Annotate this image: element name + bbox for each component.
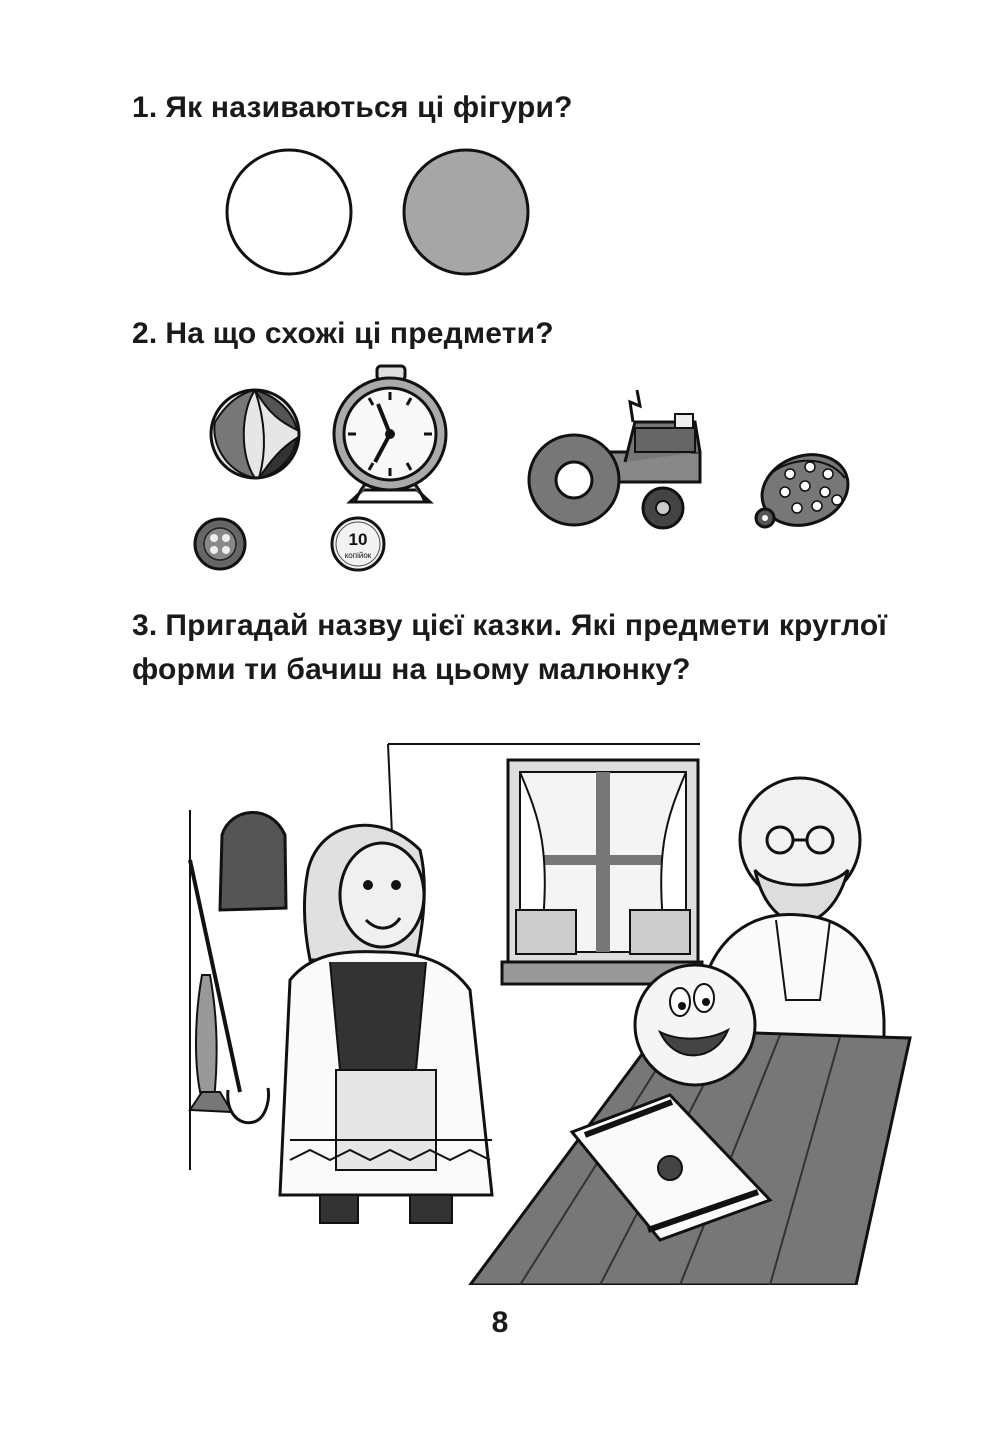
task3-line1: 3. Пригадай назву цієї казки. Які предмети круглої xyxy=(132,609,888,642)
coin-icon xyxy=(332,518,384,570)
task1-question xyxy=(132,86,573,130)
stove-opening xyxy=(220,812,286,910)
task2-question xyxy=(132,312,554,356)
task1-text: Як називаються ці фігури? xyxy=(165,91,573,124)
page-number: 8 xyxy=(491,1306,509,1339)
ball-icon xyxy=(211,390,299,478)
task3-question xyxy=(132,604,952,692)
task2-text: На що схожі ці предмети? xyxy=(165,317,554,350)
tractor-icon xyxy=(529,390,700,528)
window xyxy=(502,760,702,984)
task2-number: 2. xyxy=(132,317,158,350)
kolobok-illustration xyxy=(180,740,920,1285)
coin-value: 10 xyxy=(348,530,368,549)
task3-line2: форми ти бачиш на цьому малюнку? xyxy=(132,653,691,686)
task1-number: 1. xyxy=(132,91,158,124)
coin-label: копійок xyxy=(344,551,372,560)
ladybug-icon xyxy=(752,443,858,537)
grandmother-figure xyxy=(280,825,492,1223)
alarm-clock-icon xyxy=(334,366,446,502)
task1-shapes xyxy=(215,140,545,285)
button-icon xyxy=(195,519,245,569)
task2-objects xyxy=(185,362,875,582)
kolobok-character xyxy=(635,965,755,1085)
gray-circle xyxy=(404,150,528,274)
white-circle xyxy=(227,150,351,274)
task3-number: 3. xyxy=(132,609,158,642)
